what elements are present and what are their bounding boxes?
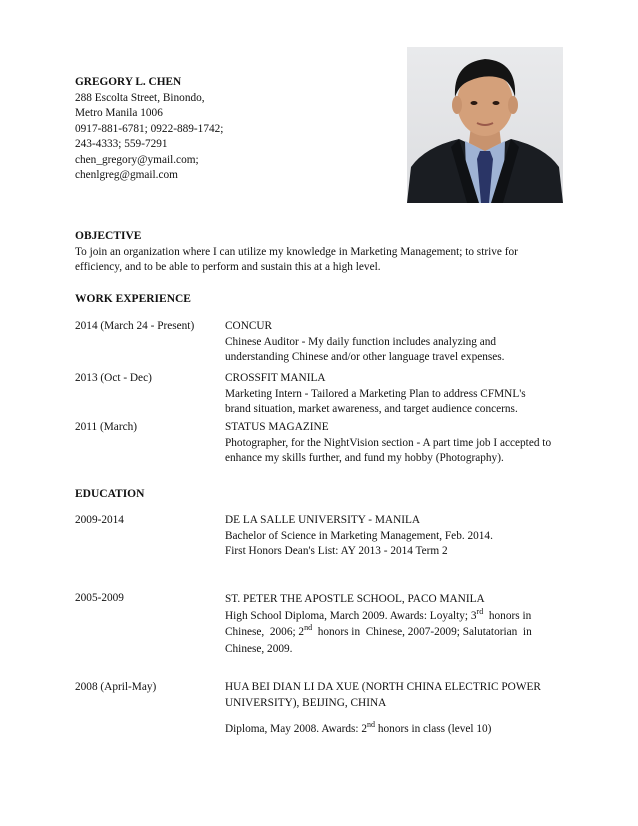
contact-block bbox=[75, 75, 375, 184]
work-desc-1b: understanding Chinese and/or other language travel expenses. bbox=[225, 351, 505, 363]
work-entry-2 bbox=[225, 371, 570, 418]
edu-entry-dlsu bbox=[225, 513, 570, 560]
edu-entry-ncepu bbox=[225, 680, 585, 738]
edu-diploma-ncepu: Diploma, May 2008. Awards: 2nd honors in class (level 10) bbox=[225, 720, 492, 735]
edu-date-ncepu: 2008 (April-May) bbox=[75, 681, 157, 693]
work-date-2: 2013 (Oct - Dec) bbox=[75, 372, 152, 384]
email-line-1: chen_gregory@ymail.com; bbox=[75, 153, 199, 166]
work-desc-3b: enhance my skills further, and fund my hobby (Photography). bbox=[225, 452, 504, 464]
address-line-2: Metro Manila 1006 bbox=[75, 107, 163, 119]
edu-honors-dlsu: First Honors Dean's List: AY 2013 - 2014 Term 2 bbox=[225, 545, 448, 557]
work-entry-3 bbox=[225, 420, 570, 467]
work-entry-1 bbox=[225, 319, 570, 366]
work-desc-1a: Chinese Auditor - My daily function includes analyzing and bbox=[225, 335, 497, 348]
profile-photo bbox=[407, 47, 563, 203]
work-experience-heading: WORK EXPERIENCE bbox=[75, 293, 191, 305]
objective-line-1: To join an organization where I can utilize my knowledge in Marketing Management; to strive for bbox=[75, 245, 518, 258]
objective-section bbox=[75, 229, 575, 276]
edu-date-spas: 2005-2009 bbox=[75, 592, 124, 604]
work-org-2: CROSSFIT MANILA bbox=[225, 372, 326, 384]
address-line-1: 288 Escolta Street, Binondo, bbox=[75, 91, 205, 104]
education-heading: EDUCATION bbox=[75, 488, 145, 500]
work-org-3: STATUS MAGAZINE bbox=[225, 421, 329, 433]
edu-date-dlsu: 2009-2014 bbox=[75, 514, 124, 526]
applicant-name: GREGORY L. CHEN bbox=[75, 76, 182, 88]
edu-org-ncepu-1: HUA BEI DIAN LI DA XUE (NORTH CHINA ELECTRIC POWER bbox=[225, 681, 541, 693]
portrait-illustration bbox=[407, 47, 563, 203]
phone-line-1: 0917-881-6781; 0922-889-1742; bbox=[75, 122, 224, 135]
edu-degree-dlsu: Bachelor of Science in Marketing Management, Feb. 2014. bbox=[225, 529, 493, 542]
work-desc-3a: Photographer, for the NightVision section - A part time job I accepted to bbox=[225, 436, 552, 449]
edu-org-dlsu: DE LA SALLE UNIVERSITY - MANILA bbox=[225, 514, 421, 526]
edu-org-spas: ST. PETER THE APOSTLE SCHOOL, PACO MANILA bbox=[225, 593, 485, 605]
work-date-3: 2011 (March) bbox=[75, 421, 138, 433]
work-date-1: 2014 (March 24 - Present) bbox=[75, 320, 195, 332]
email-line-2: chenlgreg@gmail.com bbox=[75, 169, 178, 181]
work-desc-2b: brand situation, market awareness, and target audience concerns. bbox=[225, 403, 518, 415]
phone-line-2: 243-4333; 559-7291 bbox=[75, 138, 168, 150]
objective-heading: OBJECTIVE bbox=[75, 230, 142, 242]
work-desc-2a: Marketing Intern - Tailored a Marketing Plan to address CFMNL's bbox=[225, 387, 526, 400]
edu-line-spas-2: Chinese, 2006; 2nd honors in Chinese, 2007-2009; Salutatorian in bbox=[225, 623, 532, 638]
edu-org-ncepu-2: UNIVERSITY), BEIJING, CHINA bbox=[225, 696, 387, 709]
work-org-1: CONCUR bbox=[225, 320, 273, 332]
edu-entry-spas bbox=[225, 591, 570, 657]
edu-line-spas-1: High School Diploma, March 2009. Awards: Loyalty; 3rd honors in bbox=[225, 606, 532, 622]
objective-line-2: efficiency, and to be able to perform and sustain this at a high level. bbox=[75, 261, 381, 273]
edu-line-spas-3: Chinese, 2009. bbox=[225, 642, 293, 655]
